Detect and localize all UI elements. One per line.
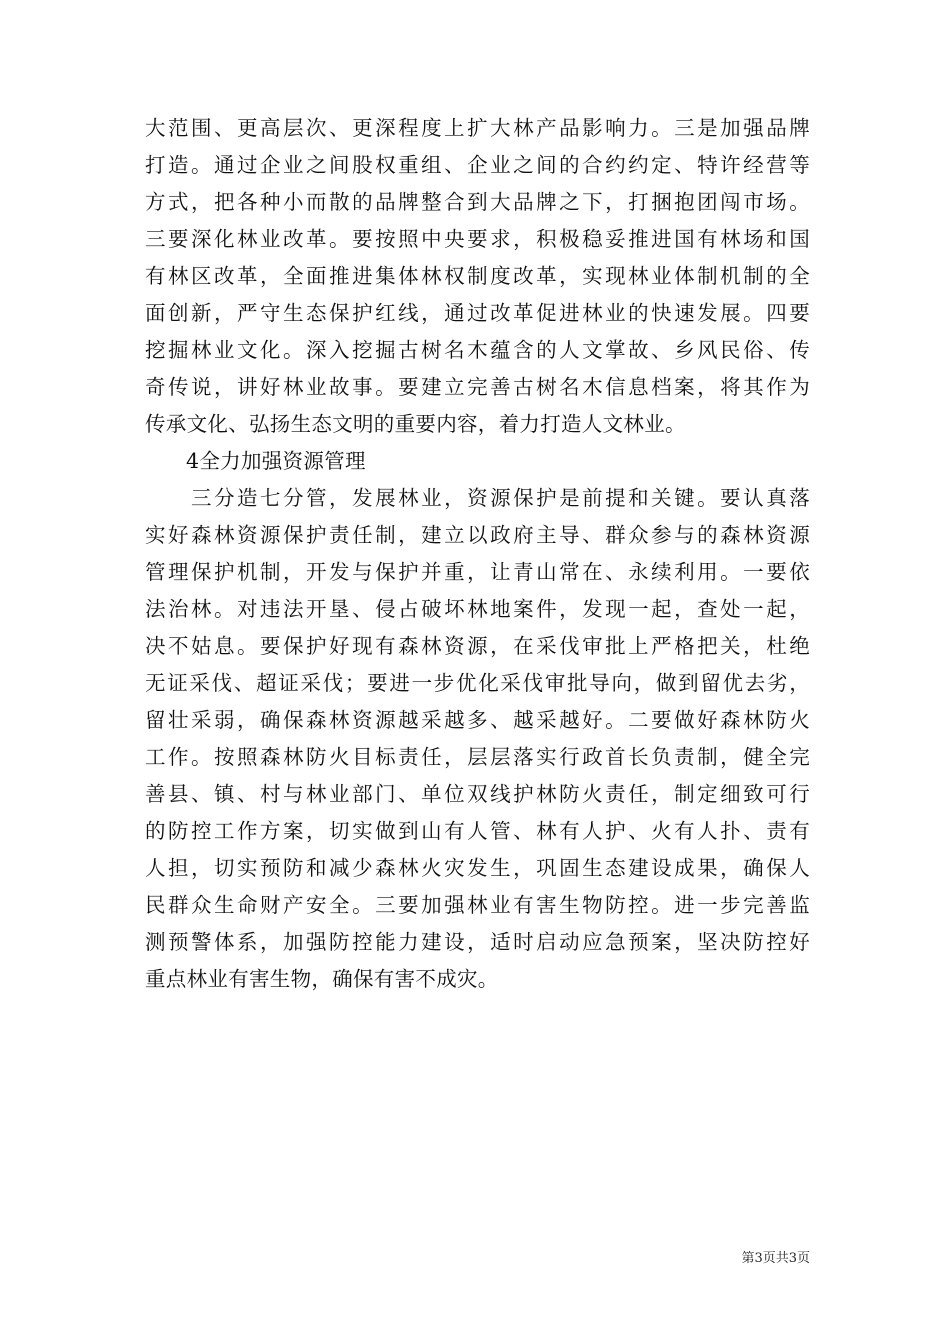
text-line: 打造。通过企业之间股权重组、企业之间的合约约定、特许经营等: [145, 153, 810, 177]
text-line: 管理保护机制，开发与保护并重，让青山常在、永续利用。一要依: [145, 560, 810, 584]
text-line: 实好森林资源保护责任制，建立以政府主导、群众参与的森林资源: [145, 523, 810, 547]
text-line: 挖掘林业文化。深入挖掘古树名木蕴含的人文掌故、乡风民俗、传: [145, 338, 810, 362]
text-line: 有林区改革，全面推进集体林权制度改革，实现林业体制机制的全: [145, 264, 810, 288]
text-line: 三分造七分管，发展林业，资源保护是前提和关键。要认真落: [145, 486, 810, 510]
text-line: 方式，把各种小而散的品牌整合到大品牌之下，打捆抱团闯市场。: [145, 190, 810, 214]
text-line: 的防控工作方案，切实做到山有人管、林有人护、火有人扑、责有: [145, 819, 810, 843]
text-line: 民群众生命财产安全。三要加强林业有害生物防控。进一步完善监: [145, 893, 810, 917]
text-line: 善县、镇、村与林业部门、单位双线护林防火责任，制定细致可行: [145, 782, 810, 806]
section-heading: 4全力加强资源管理: [186, 449, 366, 473]
text-line: 测预警体系，加强防控能力建设，适时启动应急预案，坚决防控好: [145, 930, 810, 954]
text-line: 三要深化林业改革。要按照中央要求，积极稳妥推进国有林场和国: [145, 227, 810, 251]
text-line: 人担，切实预防和减少森林火灾发生，巩固生态建设成果，确保人: [145, 856, 810, 880]
text-line: 决不姑息。要保护好现有森林资源，在采伐审批上严格把关，杜绝: [145, 634, 810, 658]
text-line: 奇传说，讲好林业故事。要建立完善古树名木信息档案，将其作为: [145, 375, 810, 399]
page-number-footer: 第3页共3页: [741, 1251, 810, 1266]
text-line: 面创新，严守生态保护红线，通过改革促进林业的快速发展。四要: [145, 301, 810, 325]
text-line: 大范围、更高层次、更深程度上扩大林产品影响力。三是加强品牌: [145, 116, 810, 140]
text-line: 传承文化、弘扬生态文明的重要内容，着力打造人文林业。: [145, 412, 686, 436]
text-line: 法治林。对违法开垦、侵占破坏林地案件，发现一起，查处一起，: [145, 597, 810, 621]
text-line: 留壮采弱，确保森林资源越采越多、越采越好。二要做好森林防火: [145, 708, 810, 732]
document-body: [145, 110, 810, 998]
text-line: 无证采伐、超证采伐；要进一步优化采伐审批导向，做到留优去劣，: [145, 671, 810, 695]
text-line: 重点林业有害生物，确保有害不成灾。: [145, 967, 499, 991]
text-line: 工作。按照森林防火目标责任，层层落实行政首长负责制，健全完: [145, 745, 810, 769]
